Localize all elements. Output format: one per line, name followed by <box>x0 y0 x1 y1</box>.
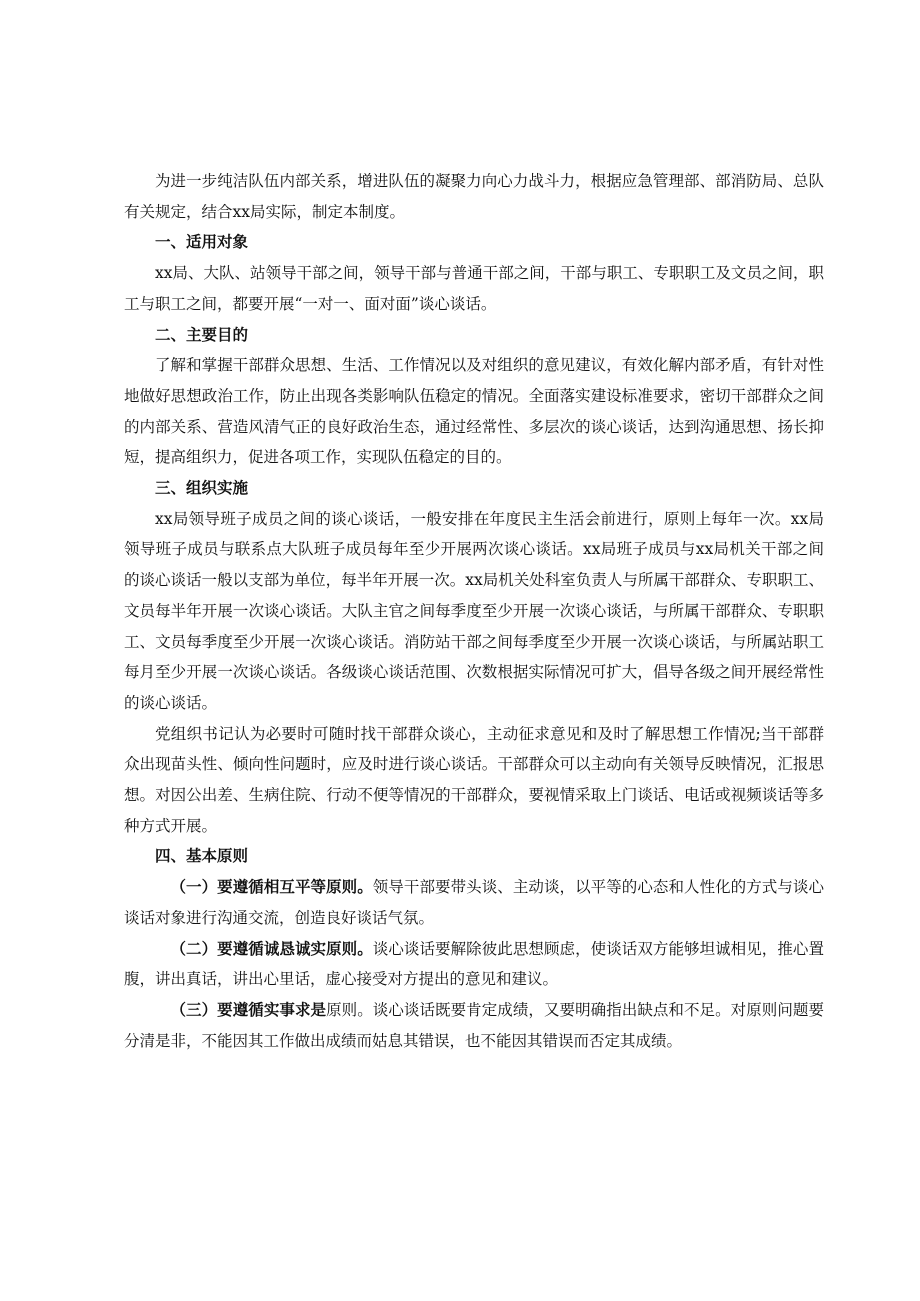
section3-paragraph-1: xx局领导班子成员之间的谈心谈话，一般安排在年度民主生活会前进行，原则上每年一次。xx局领导班子成员与联系点大队班子成员每年至少开展两次谈心谈话。xx局班子成员与xx局机关干部之间的谈心谈话一般以支部为单位，每半年开展一次。xx局机关处科室负责人与所属干部群众、专职职工、文员每半年开展一次谈心谈话。大队主官之间每季度至少开展一次谈心谈话，与所属干部群众、专职职工、文员每季度至少开展一次谈心谈话。消防站干部之间每季度至少开展一次谈心谈话，与所属站职工每月至少开展一次谈心谈话。各级谈心谈话范围、次数根据实际情况可扩大，倡导各级之间开展经常性的谈心谈话。 <box>124 509 824 712</box>
principle-2-text: 谈心谈话要解除彼此思想顾虑，使谈话双方能够坦诚相见，推心置腹，讲出真话，讲出心里话，虚心接受对方提出的意见和建议。 <box>124 939 824 989</box>
intro-paragraph: 为进一步纯洁队伍内部关系，增进队伍的凝聚力向心力战斗力，根据应急管理部、部消防局、总队有关规定，结合xx局实际，制定本制度。 <box>124 172 824 221</box>
section1-paragraph: xx局、大队、站领导干部之间，领导干部与普通干部之间，干部与职工、专职职工及文员之间，职工与职工之间，都要开展“一对一、面对面”谈心谈话。 <box>124 264 824 313</box>
section-heading-basic-principles: 四、基本原则 <box>155 846 249 866</box>
principle-3-label: （三）要遵循实事求是 <box>170 999 327 1019</box>
section3-paragraph-2: 党组织书记认为必要时可随时找干部群众谈心，主动征求意见和及时了解思想工作情况;当干部群众出现苗头性、倾向性问题时，应及时进行谈心谈话。干部群众可以主动向有关领导反映情况，汇报思想。对因公出差、生病住院、行动不便等情况的干部群众，要视情采取上门谈话、电话或视频谈话等多种方式开展。 <box>124 724 824 835</box>
section2-paragraph: 了解和掌握干部群众思想、生活、工作情况以及对组织的意见建议，有效化解内部矛盾，有针对性地做好思想政治工作，防止出现各类影响队伍稳定的情况。全面落实建设标准要求，密切干部群众之间的内部关系、营造风清气正的良好政治生态，通过经常性、多层次的谈心谈话，达到沟通思想、扬长抑短，提高组织力，促进各项工作，实现队伍稳定的目的。 <box>124 356 824 467</box>
principle-2-label: （二）要遵循诚恳诚实原则。 <box>170 938 373 958</box>
principle-3 <box>124 995 824 1056</box>
section-heading-main-purpose: 二、主要目的 <box>155 324 249 344</box>
principle-2 <box>124 934 824 995</box>
principle-1-label: （一）要遵循相互平等原则。 <box>170 877 373 897</box>
principle-1-text: 领导干部要带头谈、主动谈，以平等的心态和人性化的方式与谈心谈话对象进行沟通交流，创造良好谈话气氛。 <box>124 878 824 927</box>
section-heading-applicable-objects: 一、适用对象 <box>155 232 249 252</box>
section-heading-organization: 三、组织实施 <box>155 478 249 498</box>
principle-3-text: 原则。谈心谈话既要肯定成绩，又要明确指出缺点和不足。对原则问题要分清是非，不能因其工作做出成绩而姑息其错误，也不能因其错误而否定其成绩。 <box>124 1000 824 1050</box>
principle-1 <box>124 872 824 933</box>
